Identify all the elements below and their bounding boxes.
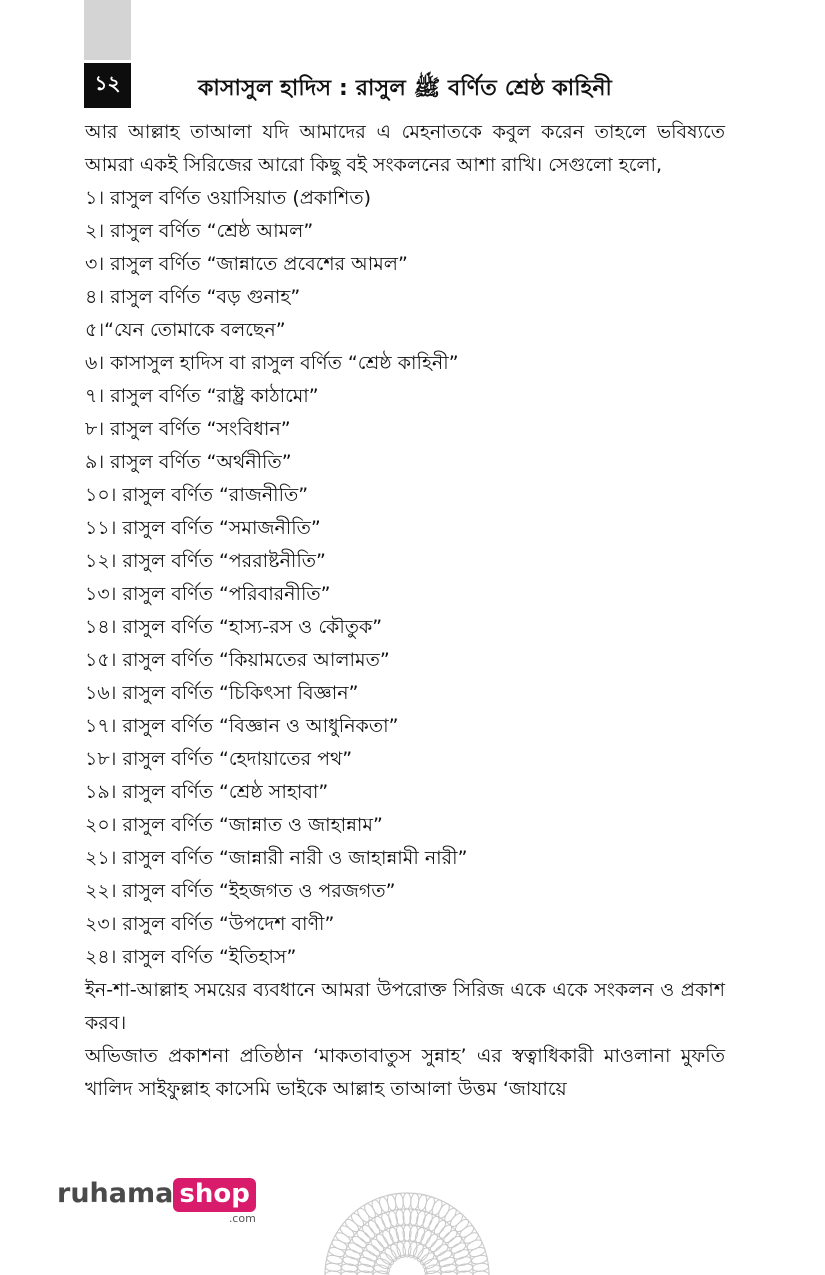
page-number: ১২ [84,63,131,108]
ruhamashop-logo [57,1178,256,1225]
closing-paragraph-1: ইন-শা-আল্লাহ সময়ের ব্যবধানে আমরা উপরোক্ত সিরিজ একে একে সংকলন ও প্রকাশ করব। [85,979,725,1034]
series-list-item: ১৬। রাসুল বর্ণিত “চিকিৎসা বিজ্ঞান” [85,682,359,704]
series-list-item: ৬। কাসাসুল হাদিস বা রাসুল বর্ণিত “শ্রেষ্ঠ কাহিনী” [85,352,459,374]
mandala-petal [432,1242,450,1258]
series-list-item: ৪। রাসুল বর্ণিত “বড় গুনাহ” [85,286,301,308]
mandala-petal [415,1210,427,1227]
mandala-petal [374,1232,390,1250]
logo-shop-group [173,1178,255,1225]
series-list-item: ১২। রাসুল বর্ণিত “পররাষ্টনীতি” [85,550,326,572]
mandala-petal [403,1193,411,1209]
running-title: কাসাসুল হাদিস : রাসুল ﷺ বর্ণিত শ্রেষ্ঠ কাহিনী [198,75,612,101]
series-list-item: ২৩। রাসুল বর্ণিত “উপদেশ বাণী” [85,913,335,935]
mandala-petal [441,1271,457,1275]
closing-paragraph-2: অভিজাত প্রকাশনা প্রতিষ্ঠান ‘মাকতাবাতুস সুন্নাহ’ এর স্বত্বাধিকারী মাওলানা মুফতি খালিদ সাইফুল্লাহ কাসেমি ভাইকে আল্লাহ তাআলা উত্তম ‘জাযায়ে [85,1045,725,1100]
series-list-item: ৯। রাসুল বর্ণিত “অর্থনীতি” [85,451,292,473]
logo-text-shop: shop [173,1178,255,1212]
series-list-item: ২২। রাসুল বর্ণিত “ইহজগত ও পরজগত” [85,880,396,902]
series-list-item: ১৮। রাসুল বর্ণিত “হেদায়াতের পথ” [85,748,353,770]
mandala-petal [342,1255,359,1267]
series-list-item: ২। রাসুল বর্ণিত “শ্রেষ্ঠ আমল” [85,220,314,242]
series-list-item: ১৫। রাসুল বর্ণিত “কিয়ামতের আলামত” [85,649,390,671]
mandala-petal [364,1242,382,1258]
mandala-petal [455,1255,472,1267]
series-list-item: ৭। রাসুল বর্ণিত “রাষ্ট্র কাঠামো” [85,385,319,407]
mandala-petal [388,1226,401,1244]
mandala-petal [380,1212,393,1230]
mandala-petal [421,1212,434,1230]
series-list-item: ১৩। রাসুল বর্ণিত “পরিবারনীতি” [85,583,331,605]
mandala-petal [358,1256,376,1269]
mandala-petal [424,1232,440,1250]
series-list [85,182,725,974]
series-list-item: ৩। রাসুল বর্ণিত “জান্নাতে প্রবেশের আমল” [85,253,408,275]
series-list-item: ২৪। রাসুল বর্ণিত “ইতিহাস” [85,946,297,968]
series-list-item: ২০। রাসুল বর্ণিত “জান্নাত ও জাহান্নাম” [85,814,383,836]
series-list-item: ২১। রাসুল বর্ণিত “জান্নারী নারী ও জাহান্নামী নারী” [85,847,468,869]
mandala-petal [452,1248,470,1261]
series-list-item: ১৪। রাসুল বর্ণিত “হাস্য-রস ও কৌতুক” [85,616,383,638]
series-list-item: ১১। রাসুল বর্ণিত “সমাজনীতি” [85,517,321,539]
mandala-petal [344,1248,362,1261]
intro-paragraph: আর আল্লাহ তাআলা যদি আমাদের এ মেহনাতকে কবুল করেন তাহলে ভবিষ্যতে আমরা একই সিরিজের আরো কিছু বই সংকলনের আশা রাখি। সেগুলো হলো, [85,121,725,176]
logo-text-ruhama: ruhama [57,1178,174,1209]
page-content [85,116,725,1106]
logo-text-domain: .com [228,1212,256,1225]
series-list-item: ৫।“যেন তোমাকে বলছেন” [85,319,286,341]
series-list-item: ১৭। রাসুল বর্ণিত “বিজ্ঞান ও আধুনিকতা” [85,715,399,737]
series-list-item: ৮। রাসুল বর্ণিত “সংবিধান” [85,418,291,440]
series-list-item: ১০। রাসুল বর্ণিত “রাজনীতি” [85,484,309,506]
series-list-item: ১৯। রাসুল বর্ণিত “শ্রেষ্ঠ সাহাবা” [85,781,329,803]
mandala-petal [387,1210,399,1227]
mandala-petal [414,1226,427,1244]
mandala-petal [438,1256,456,1269]
series-list-item: ১। রাসুল বর্ণিত ওয়াসিয়াত (প্রকাশিত) [85,187,372,209]
mandala-ornament-icon [300,1160,515,1275]
page-corner-tab [84,0,131,60]
